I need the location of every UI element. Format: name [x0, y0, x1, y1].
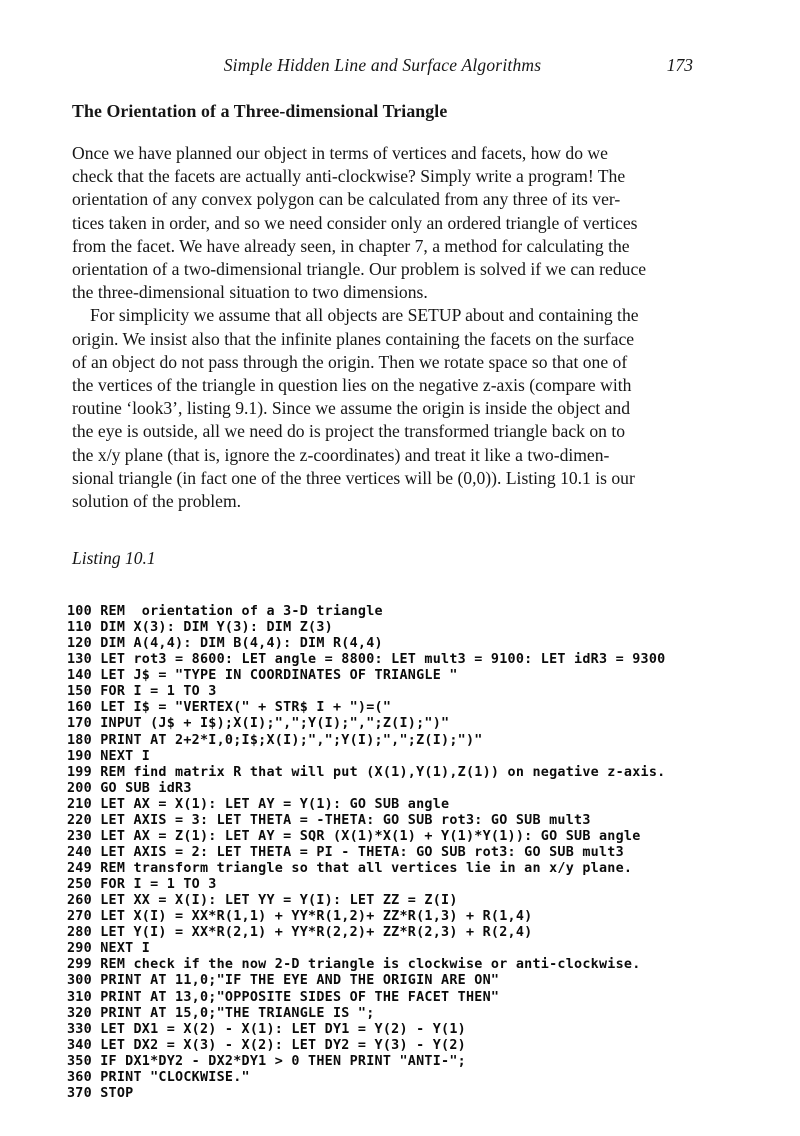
paragraph-2 — [72, 304, 698, 513]
code-line: 140 LET J$ = "TYPE IN COORDINATES OF TRIANGLE " — [67, 668, 458, 684]
code-line: 310 PRINT AT 13,0;"OPPOSITE SIDES OF THE FACET THEN" — [67, 989, 500, 1005]
body-line: of an object do not pass through the origin. Then we rotate space so that one of — [72, 351, 628, 372]
code-line: 250 FOR I = 1 TO 3 — [67, 877, 217, 893]
code-listing — [67, 604, 665, 1102]
code-line: 130 LET rot3 = 8600: LET angle = 8800: LET mult3 = 9100: LET idR3 = 9300 — [67, 652, 666, 668]
code-line: 170 INPUT (J$ + I$);X(I);",";Y(I);",";Z(I);")" — [67, 716, 450, 732]
body-line: the eye is outside, all we need do is project the transformed triangle back on to — [72, 421, 626, 442]
code-line: 320 PRINT AT 15,0;"THE TRIANGLE IS "; — [67, 1005, 375, 1021]
code-line: 240 LET AXIS = 2: LET THETA = PI - THETA: GO SUB rot3: GO SUB mult3 — [67, 844, 624, 860]
code-line: 299 REM check if the now 2-D triangle is clockwise or anti-clockwise. — [67, 957, 641, 973]
body-line: sional triangle (in fact one of the three vertices will be (0,0)). Listing 10.1 is our — [72, 467, 635, 488]
code-line: 300 PRINT AT 11,0;"IF THE EYE AND THE ORIGIN ARE ON" — [67, 973, 500, 989]
code-line: 190 NEXT I — [67, 748, 151, 764]
code-line: 330 LET DX1 = X(2) - X(1): LET DY1 = Y(2) - Y(1) — [67, 1021, 466, 1037]
code-line: 280 LET Y(I) = XX*R(2,1) + YY*R(2,2)+ ZZ*R(2,3) + R(2,4) — [67, 925, 533, 941]
code-line: 260 LET XX = X(I): LET YY = Y(I): LET ZZ = Z(I) — [67, 893, 458, 909]
code-line: 370 STOP — [67, 1085, 134, 1101]
body-line: routine ‘look3’, listing 9.1). Since we assume the origin is inside the object and — [72, 398, 631, 419]
body-line: solution of the problem. — [72, 491, 242, 512]
code-line: 180 PRINT AT 2+2*I,0;I$;X(I);",";Y(I);",";Z(I);")" — [67, 732, 483, 748]
code-line: 230 LET AX = Z(1): LET AY = SQR (X(1)*X(1) + Y(1)*Y(1)): GO SUB angle — [67, 828, 641, 844]
body-line: Once we have planned our object in terms of vertices and facets, how do we — [72, 143, 608, 163]
body-line: orientation of any convex polygon can be calculated from any three of its ver- — [72, 189, 621, 210]
code-line: 150 FOR I = 1 TO 3 — [67, 684, 217, 700]
code-line: 210 LET AX = X(1): LET AY = Y(1): GO SUB angle — [67, 796, 450, 812]
code-line: 100 REM orientation of a 3-D triangle — [67, 604, 383, 619]
code-line: 340 LET DX2 = X(3) - X(2): LET DY2 = Y(3) - Y(2) — [67, 1037, 466, 1053]
running-title: Simple Hidden Line and Surface Algorithms — [223, 55, 542, 75]
body-line: the vertices of the triangle in question lies on the negative z-axis (compare with — [72, 375, 632, 396]
body-line: origin. We insist also that the infinite planes containing the facets on the surface — [72, 328, 635, 349]
section-heading: The Orientation of a Three-dimensional Triangle — [72, 101, 448, 121]
code-line: 249 REM transform triangle so that all vertices lie in an x/y plane. — [67, 861, 633, 876]
code-line: 360 PRINT "CLOCKWISE." — [67, 1069, 250, 1085]
code-line: 110 DIM X(3): DIM Y(3): DIM Z(3) — [67, 620, 333, 636]
code-line: 120 DIM A(4,4): DIM B(4,4): DIM R(4,4) — [67, 636, 383, 652]
code-line: 290 NEXT I — [67, 941, 151, 957]
code-line: 200 GO SUB idR3 — [67, 780, 192, 796]
body-line: from the facet. We have already seen, in chapter 7, a method for calculating the — [72, 235, 630, 256]
body-line: orientation of a two-dimensional triangle. Our problem is solved if we can reduce — [72, 259, 647, 280]
code-line: 160 LET I$ = "VERTEX(" + STR$ I + ")=(" — [67, 700, 392, 716]
code-line: 220 LET AXIS = 3: LET THETA = -THETA: GO SUB rot3: GO SUB mult3 — [67, 812, 591, 828]
running-header — [72, 55, 693, 76]
paragraph-1 — [72, 142, 698, 304]
page-number: 173 — [666, 55, 693, 75]
body-line: the three-dimensional situation to two dimensions. — [72, 282, 428, 303]
body-line: For simplicity we assume that all objects are SETUP about and containing the — [90, 305, 639, 326]
code-line: 199 REM find matrix R that will put (X(1),Y(1),Z(1)) on negative z-axis. — [67, 764, 666, 780]
code-line: 350 IF DX1*DY2 - DX2*DY1 > 0 THEN PRINT "ANTI-"; — [67, 1053, 466, 1069]
body-line: tices taken in order, and so we need consider only an ordered triangle of vertices — [72, 212, 638, 233]
code-line: 270 LET X(I) = XX*R(1,1) + YY*R(1,2)+ ZZ*R(1,3) + R(1,4) — [67, 909, 533, 925]
body-line: check that the facets are actually anti-clockwise? Simply write a program! The — [72, 166, 626, 187]
body-text — [72, 142, 698, 513]
listing-caption: Listing 10.1 — [72, 548, 156, 568]
body-line: the x/y plane (that is, ignore the z-coordinates) and treat it like a two-dimen- — [72, 444, 610, 465]
